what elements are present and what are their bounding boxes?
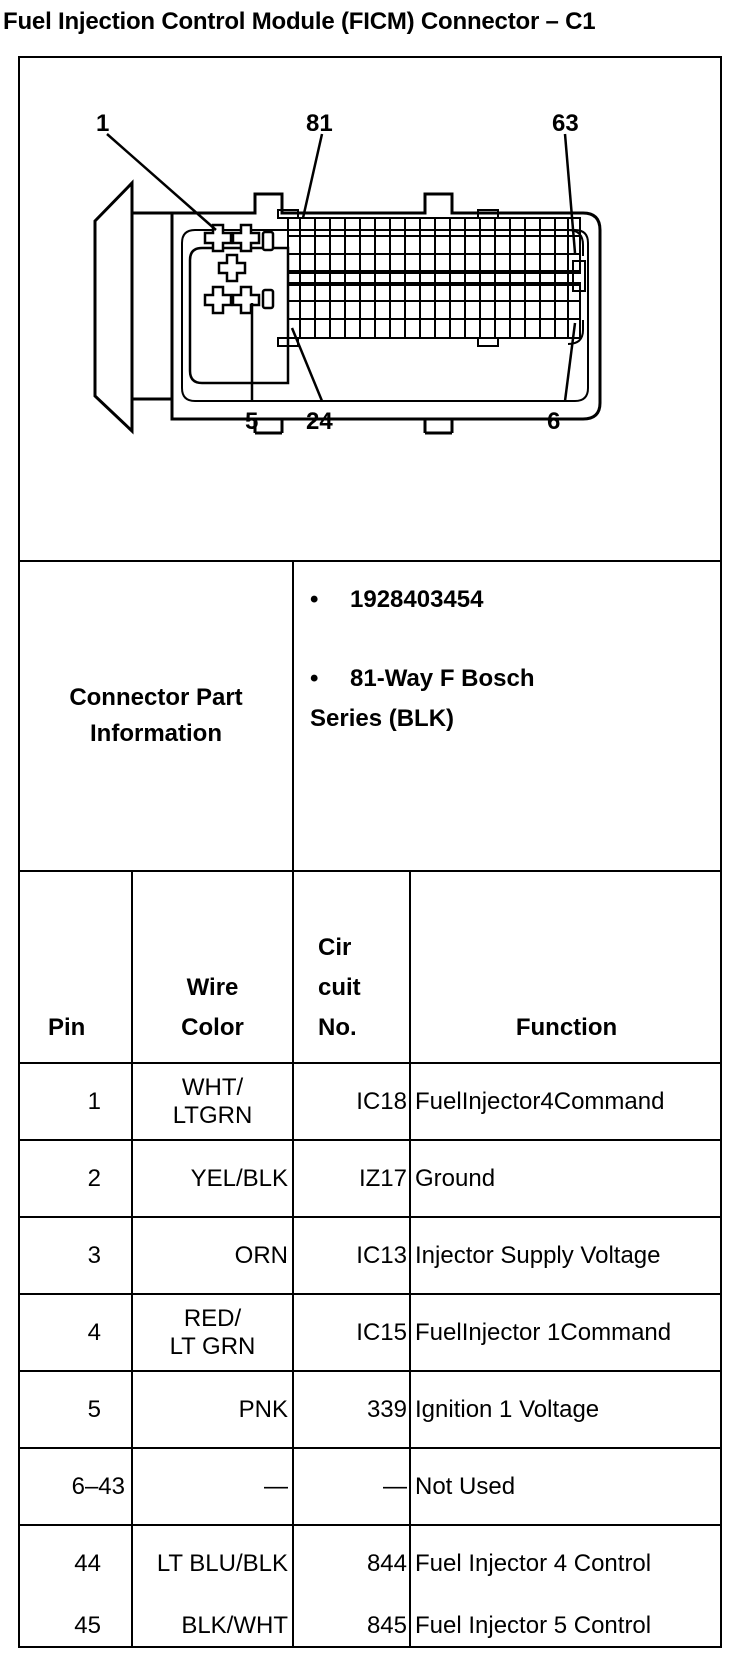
- table-cell-pin: 45: [74, 1611, 101, 1639]
- table-cell-pin: 4: [87, 1318, 101, 1346]
- table-cell-pin: 3: [87, 1241, 101, 1269]
- table-cell-wire: [133, 1141, 292, 1216]
- pin-label-81: 81: [306, 110, 333, 137]
- part-info-label-line2: Information: [90, 720, 222, 747]
- table-cell-function: Fuel Injector 4 Control: [415, 1549, 652, 1577]
- page-title: Fuel Injection Control Module (FICM) Connector – C1: [3, 8, 596, 35]
- table-cell-circuit: —: [383, 1472, 407, 1500]
- pin-label-5: 5: [245, 408, 259, 435]
- table-cell-function: Injector Supply Voltage: [415, 1241, 661, 1269]
- col-header-wire: [133, 872, 292, 1062]
- table-cell-wire: [133, 1449, 292, 1524]
- table-cell-circuit: 844: [366, 1549, 407, 1577]
- table-cell-circuit: IC18: [356, 1087, 407, 1115]
- table-cell-pin: 6–43: [71, 1472, 125, 1500]
- table-cell-function: Not Used: [415, 1472, 516, 1500]
- part-info-label-line1: Connector Part: [69, 684, 243, 711]
- table-cell-wire: [133, 1064, 292, 1139]
- table-cell-circuit: 339: [366, 1395, 407, 1423]
- table-cell-circuit: IC13: [356, 1241, 407, 1269]
- table-cell-circuit: 845: [366, 1611, 407, 1639]
- wire-color: YEL/BLK: [190, 1164, 288, 1192]
- table-cell-wire: [133, 1372, 292, 1447]
- wire-color-line2: LTGRN: [172, 1101, 253, 1129]
- table-cell-wire: [133, 1603, 292, 1648]
- col-header-function: Function: [515, 1014, 618, 1041]
- wire-header-line1: Wire: [186, 974, 239, 1001]
- wire-color-line1: RED/: [183, 1304, 242, 1332]
- circuit-header-line2: cuit: [318, 974, 361, 1001]
- circuit-header-line3: No.: [318, 1014, 357, 1041]
- table-cell-pin: 2: [87, 1164, 101, 1192]
- pin-label-63: 63: [552, 110, 579, 137]
- pin-label-24: 24: [306, 408, 333, 435]
- table-cell-pin: 1: [87, 1087, 101, 1115]
- wire-color: —: [264, 1472, 288, 1500]
- table-cell-function: Fuel Injector 5 Control: [415, 1611, 652, 1639]
- part-info-item-2-cont: Series (BLK): [310, 705, 455, 732]
- wire-color-line1: WHT/: [181, 1073, 244, 1101]
- wire-header-line2: Color: [181, 1014, 244, 1041]
- table-cell-pin: 5: [87, 1395, 101, 1423]
- table-cell-function: Ground: [415, 1164, 496, 1192]
- connector-series: 81-Way F Bosch: [350, 665, 535, 692]
- table-cell-circuit: IC15: [356, 1318, 407, 1346]
- table-cell-wire: [133, 1526, 292, 1601]
- table-cell-function: Ignition 1 Voltage: [415, 1395, 600, 1423]
- col-header-pin: Pin: [48, 1014, 86, 1041]
- wire-color: ORN: [234, 1241, 288, 1269]
- table-cell-pin: 44: [74, 1549, 101, 1577]
- part-number: 1928403454: [350, 586, 484, 613]
- table-cell-circuit: IZ17: [358, 1164, 407, 1192]
- table-cell-function: FuelInjector 1Command: [415, 1318, 672, 1346]
- wire-color: LT BLU/BLK: [156, 1549, 288, 1577]
- wire-color: BLK/WHT: [181, 1611, 288, 1639]
- wire-color-line2: LT GRN: [169, 1332, 256, 1360]
- pin-label-1: 1: [96, 110, 110, 137]
- part-info-item-2: • 81-Way F Bosch: [310, 665, 535, 692]
- circuit-header-line1: Cir: [318, 934, 352, 961]
- connector-diagram: [20, 58, 720, 560]
- pin-label-6: 6: [547, 408, 561, 435]
- part-info-label: [20, 562, 292, 870]
- part-info-item-1: • 1928403454: [310, 586, 484, 613]
- table-cell-wire: [133, 1218, 292, 1293]
- table-cell-function: FuelInjector4Command: [415, 1087, 665, 1115]
- col-header-circuit: [294, 872, 409, 1062]
- table-cell-wire: [133, 1295, 292, 1370]
- wire-color: PNK: [238, 1395, 288, 1423]
